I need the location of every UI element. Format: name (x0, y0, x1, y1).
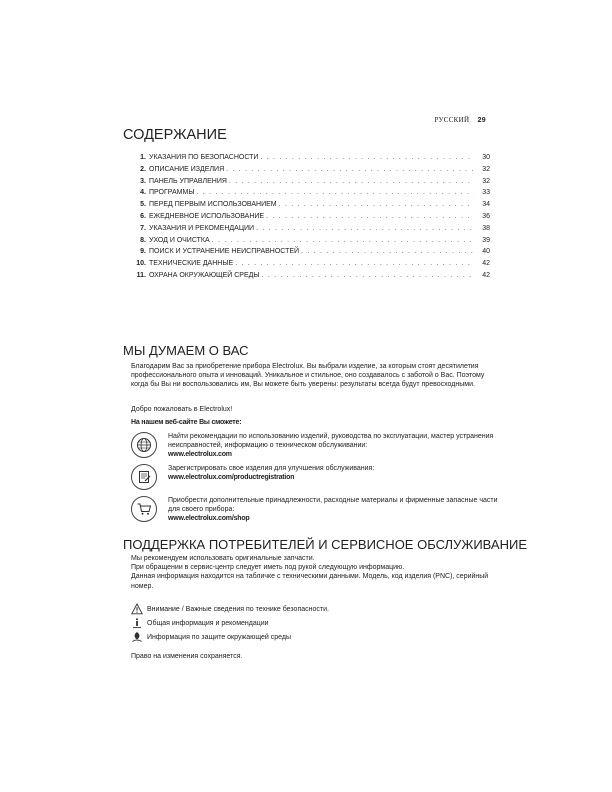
toc-entry-title: ЕЖЕДНЕВНОЕ ИСПОЛЬЗОВАНИЕ (149, 212, 265, 220)
toc-leader-dots (279, 201, 474, 208)
toc-row[interactable] (123, 248, 490, 260)
feature-text: Зарегистрировать свое изделия для улучшения обслуживания: (168, 465, 375, 472)
toc-number: 7. (140, 224, 146, 232)
feature-shop (131, 496, 501, 523)
toc-page: 32 (482, 177, 490, 185)
toc-leader-dots (229, 178, 474, 185)
page-header (434, 116, 486, 124)
toc-number: 3. (140, 177, 146, 185)
note-environment (131, 630, 329, 644)
toc-number: 10. (136, 260, 146, 268)
registration-icon (131, 464, 157, 490)
toc-page: 32 (482, 165, 490, 173)
toc-entry-title: ПОИСК И УСТРАНЕНИЕ НЕИСПРАВНОСТЕЙ (149, 248, 300, 256)
toc-leader-dots (226, 166, 474, 173)
support-line: Данная информация находится на табличке с техническими данными. Модель, код изделия (PNC), серийный номер. (131, 573, 489, 590)
toc-row[interactable] (123, 225, 490, 237)
feature-registration (131, 464, 501, 490)
about-section-title: МЫ ДУМАЕМ О ВАС (123, 343, 249, 358)
toc-entry-title: ПРОГРАММЫ (149, 189, 195, 197)
toc-leader-dots (262, 272, 474, 279)
note-text: Информация по защите окружающей среды (147, 633, 292, 641)
toc-row[interactable] (123, 154, 490, 166)
note-warning (131, 602, 329, 616)
note-text: Общая информация и рекомендации (147, 619, 269, 627)
toc-page: 36 (482, 212, 490, 220)
globe-icon (131, 432, 157, 458)
environment-icon (131, 631, 143, 643)
toc-entry-title: ОПИСАНИЕ ИЗДЕЛИЯ (149, 165, 225, 173)
table-of-contents (123, 154, 490, 284)
toc-leader-dots (235, 260, 474, 267)
language-label: РУССКИЙ (434, 116, 470, 124)
symbol-legend (131, 602, 329, 644)
feature-text: Найти рекомендации по использованию изделий, руководства по эксплуатации, мастер устранения неисправностей, информацию о техническом обслуживании: (168, 433, 494, 449)
page-number: 29 (477, 117, 486, 124)
shopping-cart-icon (131, 496, 157, 522)
toc-row[interactable] (123, 237, 490, 249)
toc-leader-dots (266, 213, 474, 220)
warning-icon (131, 603, 143, 615)
shop-link[interactable]: www.electrolux.com/shop (168, 515, 250, 522)
support-text (131, 554, 501, 591)
toc-leader-dots (260, 154, 474, 161)
toc-page: 34 (482, 201, 490, 209)
toc-number: 9. (140, 248, 146, 256)
toc-leader-dots (212, 237, 474, 244)
toc-number: 5. (140, 201, 146, 209)
toc-page: 42 (482, 271, 490, 279)
toc-leader-dots (256, 225, 474, 232)
note-info (131, 616, 329, 630)
toc-entry-title: УХОД И ОЧИСТКА (149, 236, 210, 244)
registration-link[interactable]: www.electrolux.com/productregistration (168, 474, 295, 481)
welcome-text: Добро пожаловать в Electrolux! (131, 406, 233, 413)
toc-row[interactable] (123, 272, 490, 284)
feature-support (131, 432, 501, 459)
website-link[interactable]: www.electrolux.com (168, 451, 232, 458)
toc-number: 6. (140, 212, 146, 220)
toc-leader-dots (301, 248, 474, 255)
toc-row[interactable] (123, 213, 490, 225)
toc-title: СОДЕРЖАНИЕ (123, 127, 227, 143)
support-line: Мы рекомендуем использовать оригинальные запчасти. (131, 555, 315, 562)
toc-entry-title: ОХРАНА ОКРУЖАЮЩЕЙ СРЕДЫ (149, 271, 260, 279)
toc-page: 40 (482, 248, 490, 256)
toc-entry-title: УКАЗАНИЯ И РЕКОМЕНДАЦИИ (149, 224, 255, 232)
toc-page: 42 (482, 260, 490, 268)
toc-row[interactable] (123, 178, 490, 190)
toc-number: 8. (140, 236, 146, 244)
toc-entry-title: ТЕХНИЧЕСКИЕ ДАННЫЕ (149, 260, 234, 268)
toc-row[interactable] (123, 260, 490, 272)
toc-number: 2. (140, 165, 146, 173)
toc-number: 4. (140, 189, 146, 197)
toc-row[interactable] (123, 201, 490, 213)
toc-page: 38 (482, 224, 490, 232)
about-intro-text: Благодарим Вас за приобретение прибора Electrolux. Вы выбрали изделие, за которым стоят десятилетия профессионального опыта и инноваций. Уникальное и стильное, оно создавалось с заботой о Вас. Поэтому когда бы Вы ни воспользовались им, Вы можете быть уверены: результаты всегда будут превосходными. (131, 363, 485, 389)
info-icon (131, 617, 143, 629)
support-line: При обращении в сервис-центр следует иметь под рукой следующую информацию. (131, 564, 405, 572)
toc-entry-title: ПЕРЕД ПЕРВЫМ ИСПОЛЬЗОВАНИЕМ (149, 201, 277, 209)
rights-text: Право на изменения сохраняется. (131, 653, 243, 660)
toc-page: 33 (482, 189, 490, 197)
toc-number: 11. (136, 271, 146, 279)
toc-entry-title: УКАЗАНИЯ ПО БЕЗОПАСНОСТИ (149, 154, 259, 161)
toc-page: 39 (482, 236, 490, 244)
toc-entry-title: ПАНЕЛЬ УПРАВЛЕНИЯ (149, 177, 227, 185)
toc-page: 30 (482, 154, 490, 161)
toc-row[interactable] (123, 189, 490, 201)
support-section-title: ПОДДЕРЖКА ПОТРЕБИТЕЛЕЙ И СЕРВИСНОЕ ОБСЛУЖИВАНИЕ (123, 537, 527, 552)
note-text: Внимание / Важные сведения по технике безопасности. (147, 605, 329, 613)
toc-leader-dots (197, 189, 474, 196)
feature-text: Приобрести дополнительные принадлежности, расходные материалы и фирменные запасные части для своего прибора: (168, 497, 498, 513)
toc-number: 1. (140, 154, 146, 161)
toc-row[interactable] (123, 166, 490, 178)
website-heading: На нашем веб-сайте Вы сможете: (131, 419, 242, 426)
